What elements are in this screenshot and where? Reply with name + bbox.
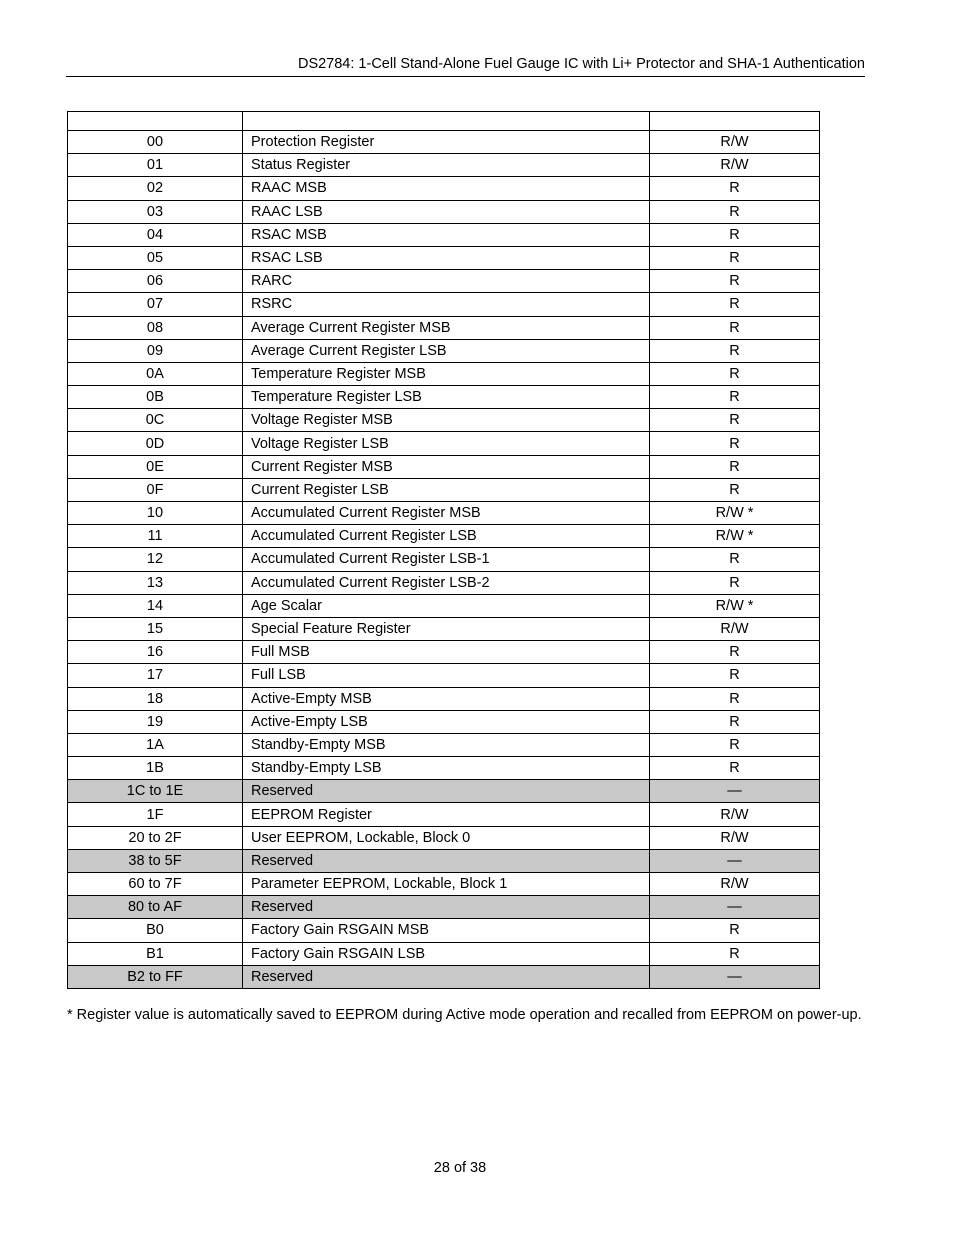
table-row-reserved: [68, 780, 820, 803]
description-cell: Temperature Register LSB: [243, 386, 650, 409]
page-number: 28 of 38: [433, 1160, 487, 1176]
address-cell: 14: [68, 594, 243, 617]
access-cell: R: [650, 409, 820, 432]
address-cell: 19: [68, 710, 243, 733]
table-row: [68, 200, 820, 223]
address-cell: 80 to AF: [68, 896, 243, 919]
address-cell: 13: [68, 571, 243, 594]
table-row: [68, 525, 820, 548]
description-cell: Accumulated Current Register MSB: [243, 502, 650, 525]
description-cell: Parameter EEPROM, Lockable, Block 1: [243, 873, 650, 896]
description-cell: Accumulated Current Register LSB-2: [243, 571, 650, 594]
description-cell: Average Current Register LSB: [243, 339, 650, 362]
address-cell: 00: [68, 131, 243, 154]
footnote: * Register value is automatically saved to EEPROM during Active mode operation and recalled from EEPROM on power-up.: [67, 1007, 862, 1023]
table-row: [68, 942, 820, 965]
address-cell: 0B: [68, 386, 243, 409]
table-row: [68, 432, 820, 455]
address-cell: 16: [68, 641, 243, 664]
access-cell: R: [650, 478, 820, 501]
table-row: [68, 131, 820, 154]
address-cell: 12: [68, 548, 243, 571]
header-description: [243, 112, 650, 131]
table-row: [68, 293, 820, 316]
table-row: [68, 687, 820, 710]
access-cell: R/W *: [650, 525, 820, 548]
address-cell: 08: [68, 316, 243, 339]
description-cell: Current Register MSB: [243, 455, 650, 478]
table-row: [68, 617, 820, 640]
description-cell: Special Feature Register: [243, 617, 650, 640]
table-row: [68, 339, 820, 362]
access-cell: R: [650, 641, 820, 664]
page-header: [66, 54, 865, 77]
description-cell: RSAC MSB: [243, 223, 650, 246]
access-cell: R/W *: [650, 594, 820, 617]
table-row: [68, 177, 820, 200]
description-cell: Factory Gain RSGAIN MSB: [243, 919, 650, 942]
address-cell: 15: [68, 617, 243, 640]
description-cell: Reserved: [243, 965, 650, 988]
description-cell: Active-Empty LSB: [243, 710, 650, 733]
table-row: [68, 664, 820, 687]
access-cell: R/W: [650, 154, 820, 177]
table-row: [68, 455, 820, 478]
address-cell: 17: [68, 664, 243, 687]
table-row: [68, 548, 820, 571]
description-cell: RARC: [243, 270, 650, 293]
description-cell: RAAC MSB: [243, 177, 650, 200]
register-map-table: [67, 111, 820, 989]
description-cell: Temperature Register MSB: [243, 362, 650, 385]
access-cell: R: [650, 942, 820, 965]
access-cell: R: [650, 757, 820, 780]
table-row: [68, 270, 820, 293]
access-cell: R/W: [650, 826, 820, 849]
address-cell: B1: [68, 942, 243, 965]
access-cell: R: [650, 548, 820, 571]
table-row: [68, 826, 820, 849]
table-row: [68, 223, 820, 246]
access-cell: R/W: [650, 873, 820, 896]
access-cell: R: [650, 316, 820, 339]
table-row: [68, 409, 820, 432]
table-row: [68, 246, 820, 269]
description-cell: Accumulated Current Register LSB: [243, 525, 650, 548]
description-cell: Current Register LSB: [243, 478, 650, 501]
access-cell: R: [650, 339, 820, 362]
address-cell: 0C: [68, 409, 243, 432]
table-row: [68, 362, 820, 385]
document-title: DS2784: 1-Cell Stand-Alone Fuel Gauge IC with Li+ Protector and SHA-1 Authentication: [297, 56, 865, 72]
description-cell: Full MSB: [243, 641, 650, 664]
access-cell: R: [650, 200, 820, 223]
access-cell: R: [650, 293, 820, 316]
address-cell: 1F: [68, 803, 243, 826]
description-cell: Full LSB: [243, 664, 650, 687]
table-row: [68, 594, 820, 617]
description-cell: RSRC: [243, 293, 650, 316]
table-row: [68, 502, 820, 525]
address-cell: 06: [68, 270, 243, 293]
table-row: [68, 386, 820, 409]
address-cell: 1A: [68, 733, 243, 756]
table-row: [68, 154, 820, 177]
address-cell: 0E: [68, 455, 243, 478]
access-cell: R: [650, 455, 820, 478]
address-cell: 07: [68, 293, 243, 316]
description-cell: Voltage Register LSB: [243, 432, 650, 455]
table-row: [68, 571, 820, 594]
description-cell: Active-Empty MSB: [243, 687, 650, 710]
address-cell: 1C to 1E: [68, 780, 243, 803]
description-cell: Reserved: [243, 780, 650, 803]
table-row: [68, 803, 820, 826]
address-cell: 03: [68, 200, 243, 223]
header-address: [68, 112, 243, 131]
access-cell: R: [650, 571, 820, 594]
access-cell: R/W: [650, 131, 820, 154]
description-cell: Accumulated Current Register LSB-1: [243, 548, 650, 571]
access-cell: R: [650, 362, 820, 385]
access-cell: R: [650, 664, 820, 687]
address-cell: 01: [68, 154, 243, 177]
table-row: [68, 873, 820, 896]
table-row: [68, 316, 820, 339]
table-row: [68, 710, 820, 733]
table-header-row: [68, 112, 820, 131]
address-cell: 1B: [68, 757, 243, 780]
address-cell: 0D: [68, 432, 243, 455]
address-cell: 09: [68, 339, 243, 362]
description-cell: RSAC LSB: [243, 246, 650, 269]
table-row-reserved: [68, 896, 820, 919]
description-cell: Protection Register: [243, 131, 650, 154]
description-cell: Age Scalar: [243, 594, 650, 617]
access-cell: R/W *: [650, 502, 820, 525]
access-cell: —: [650, 849, 820, 872]
access-cell: R: [650, 386, 820, 409]
access-cell: R/W: [650, 803, 820, 826]
description-cell: EEPROM Register: [243, 803, 650, 826]
table-row-reserved: [68, 965, 820, 988]
access-cell: R: [650, 270, 820, 293]
access-cell: R: [650, 246, 820, 269]
description-cell: Reserved: [243, 849, 650, 872]
access-cell: R: [650, 223, 820, 246]
access-cell: R/W: [650, 617, 820, 640]
table-row: [68, 757, 820, 780]
address-cell: 20 to 2F: [68, 826, 243, 849]
register-table-body: [68, 112, 820, 989]
access-cell: —: [650, 965, 820, 988]
address-cell: 18: [68, 687, 243, 710]
address-cell: 0A: [68, 362, 243, 385]
access-cell: R: [650, 177, 820, 200]
description-cell: RAAC LSB: [243, 200, 650, 223]
address-cell: B0: [68, 919, 243, 942]
address-cell: 60 to 7F: [68, 873, 243, 896]
access-cell: R: [650, 432, 820, 455]
access-cell: R: [650, 919, 820, 942]
header-access: [650, 112, 820, 131]
access-cell: —: [650, 780, 820, 803]
table-row: [68, 641, 820, 664]
address-cell: 10: [68, 502, 243, 525]
description-cell: User EEPROM, Lockable, Block 0: [243, 826, 650, 849]
description-cell: Status Register: [243, 154, 650, 177]
description-cell: Average Current Register MSB: [243, 316, 650, 339]
address-cell: 05: [68, 246, 243, 269]
address-cell: 04: [68, 223, 243, 246]
description-cell: Reserved: [243, 896, 650, 919]
access-cell: R: [650, 710, 820, 733]
address-cell: B2 to FF: [68, 965, 243, 988]
description-cell: Standby-Empty MSB: [243, 733, 650, 756]
address-cell: 0F: [68, 478, 243, 501]
description-cell: Factory Gain RSGAIN LSB: [243, 942, 650, 965]
table-row-reserved: [68, 849, 820, 872]
description-cell: Standby-Empty LSB: [243, 757, 650, 780]
access-cell: —: [650, 896, 820, 919]
access-cell: R: [650, 687, 820, 710]
table-row: [68, 733, 820, 756]
description-cell: Voltage Register MSB: [243, 409, 650, 432]
address-cell: 38 to 5F: [68, 849, 243, 872]
table-row: [68, 919, 820, 942]
address-cell: 11: [68, 525, 243, 548]
access-cell: R: [650, 733, 820, 756]
address-cell: 02: [68, 177, 243, 200]
table-row: [68, 478, 820, 501]
